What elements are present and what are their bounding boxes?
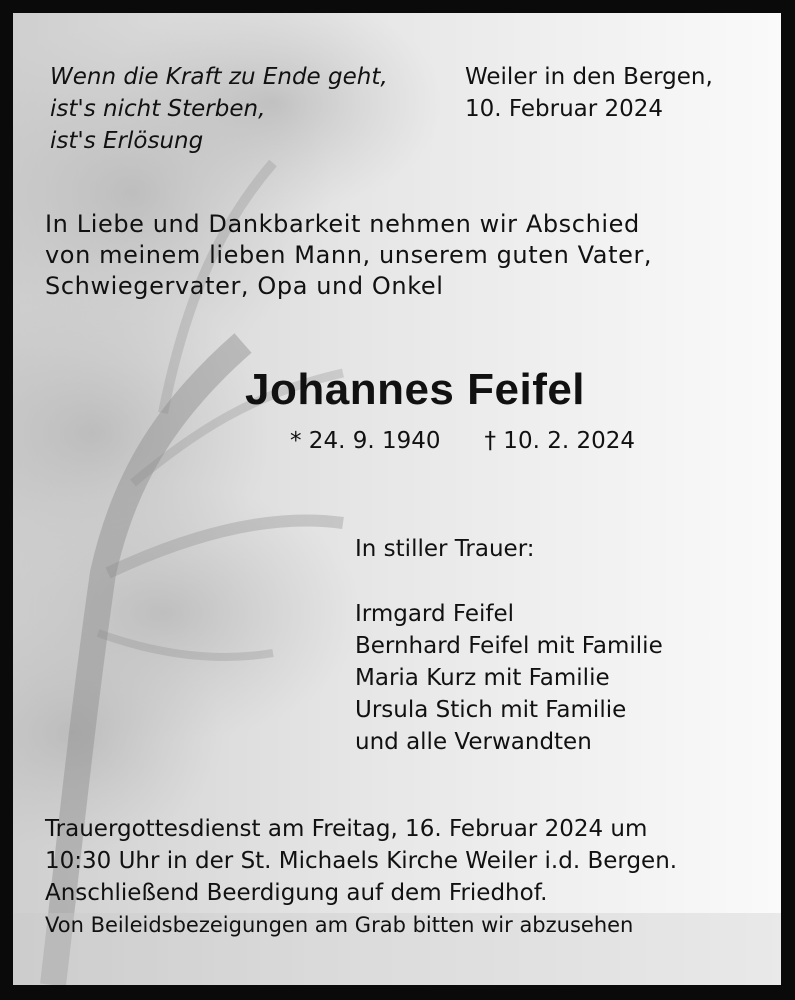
mourner-name: Ursula Stich mit Familie [355, 697, 627, 723]
date-line: 10. Februar 2024 [465, 96, 664, 122]
service-line: Trauergottesdienst am Freitag, 16. Februar 2024 um [45, 816, 648, 842]
service-information [45, 813, 677, 941]
service-line: 10:30 Uhr in der St. Michaels Kirche Weiler i.d. Bergen. [45, 848, 678, 874]
motto-line: ist's nicht Sterben, [50, 96, 266, 122]
mourner-name: Irmgard Feifel [355, 601, 515, 627]
birth-date: * 24. 9. 1940 [290, 428, 441, 454]
intro-line: In Liebe und Dankbarkeit nehmen wir Abschied [45, 210, 640, 238]
intro-line: von meinem lieben Mann, unserem guten Vater, [45, 241, 653, 269]
obituary-card [13, 13, 781, 985]
service-line: Von Beileidsbezeigungen am Grab bitten wir abzusehen [45, 913, 634, 937]
mourning-heading: In stiller Trauer: [355, 536, 535, 562]
deceased-name: Johannes Feifel [245, 365, 586, 414]
motto-line: ist's Erlösung [50, 128, 204, 154]
motto-verse [50, 61, 388, 157]
mourner-name: Maria Kurz mit Familie [355, 665, 610, 691]
death-date: † 10. 2. 2024 [484, 428, 635, 454]
place-and-date [465, 61, 713, 125]
mourner-name: und alle Verwandten [355, 729, 592, 755]
intro-text [45, 209, 652, 302]
motto-line: Wenn die Kraft zu Ende geht, [50, 64, 388, 90]
life-dates [290, 428, 635, 454]
mourners-list [355, 598, 663, 758]
mourner-name: Bernhard Feifel mit Familie [355, 633, 663, 659]
service-line: Anschließend Beerdigung auf dem Friedhof. [45, 880, 548, 906]
intro-line: Schwiegervater, Opa und Onkel [45, 272, 444, 300]
place-line: Weiler in den Bergen, [465, 64, 713, 90]
